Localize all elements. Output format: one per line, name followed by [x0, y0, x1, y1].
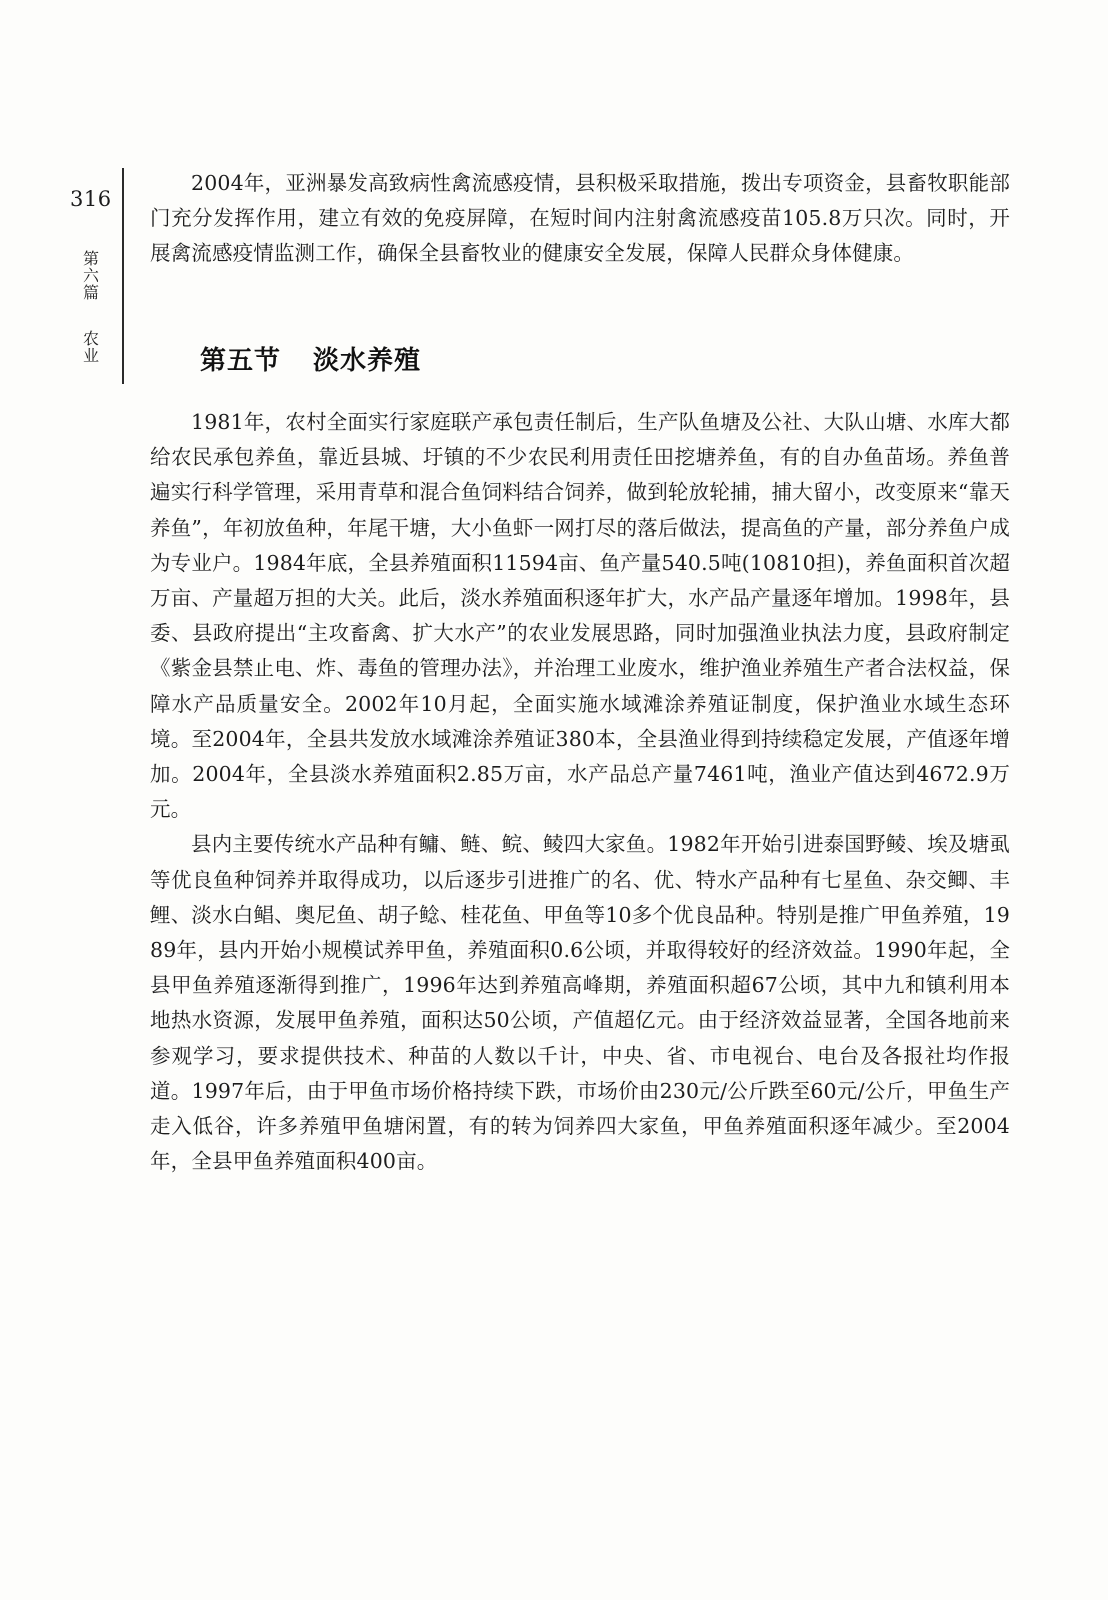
margin-rule: [122, 168, 124, 384]
intro-paragraph-block: [150, 166, 1010, 272]
section-heading: [200, 340, 421, 377]
section-number: 第五节: [200, 346, 282, 376]
section-body: [150, 405, 1010, 1179]
page-number: 316: [70, 187, 112, 211]
body-paragraph-1: 1981年，农村全面实行家庭联产承包责任制后，生产队鱼塘及公社、大队山塘、水库大都给农民承包养鱼，靠近县城、圩镇的不少农民利用责任田挖塘养鱼，有的自办鱼苗场。养鱼普遍实行科学管理，采用青草和混合鱼饲料结合饲养，做到轮放轮捕，捕大留小，改变原来“靠天养鱼”，年初放鱼种，年尾干塘，大小鱼虾一网打尽的落后做法，提高鱼的产量，部分养鱼户成为专业户。1984年底，全县养殖面积11594亩、鱼产量540.5吨(10810担)，养鱼面积首次超万亩、产量超万担的大关。此后，淡水养殖面积逐年扩大，水产品产量逐年增加。1998年，县委、县政府提出“主攻畜禽、扩大水产”的农业发展思路，同时加强渔业执法力度，县政府制定《紫金县禁止电、炸、毒鱼的管理办法》，并治理工业废水，维护渔业养殖生产者合法权益，保障水产品质量安全。2002年10月起，全面实施水域滩涂养殖证制度，保护渔业水域生态环境。至2004年，全县共发放水域滩涂养殖证380本，全县渔业得到持续稳定发展，产值逐年增加。2004年，全县淡水养殖面积2.85万亩，水产品总产量7461吨，渔业产值达到4672.9万元。: [150, 410, 1010, 822]
running-head-title: 农业: [82, 329, 99, 365]
running-head-part: 第六篇: [82, 249, 99, 302]
section-title: 淡水养殖: [313, 346, 422, 376]
body-paragraph-2: 县内主要传统水产品种有鳙、鲢、鲩、鲮四大家鱼。1982年开始引进泰国野鲮、埃及塘虱等优良鱼种饲养并取得成功，以后逐步引进推广的名、优、特水产品种有七星鱼、杂交鲫、丰鲤、淡水白鲳、奥尼鱼、胡子鲶、桂花鱼、甲鱼等10多个优良品种。特别是推广甲鱼养殖，1989年，县内开始小规模试养甲鱼，养殖面积0.6公顷，并取得较好的经济效益。1990年起，全县甲鱼养殖逐渐得到推广，1996年达到养殖高峰期，养殖面积超67公顷，其中九和镇利用本地热水资源，发展甲鱼养殖，面积达50公顷，产值超亿元。由于经济效益显著，全国各地前来参观学习，要求提供技术、种苗的人数以千计，中央、省、市电视台、电台及各报社均作报道。1997年后，由于甲鱼市场价格持续下跌，市场价由230元/公斤跌至60元/公斤，甲鱼生产走入低谷，许多养殖甲鱼塘闲置，有的转为饲养四大家鱼，甲鱼养殖面积逐年减少。至2004年，全县甲鱼养殖面积400亩。: [150, 832, 1010, 1174]
intro-paragraph: 2004年，亚洲暴发高致病性禽流感疫情，县积极采取措施，拨出专项资金，县畜牧职能部门充分发挥作用，建立有效的免疫屏障，在短时间内注射禽流感疫苗105.8万只次。同时，开展禽流感疫情监测工作，确保全县畜牧业的健康安全发展，保障人民群众身体健康。: [150, 171, 1010, 266]
